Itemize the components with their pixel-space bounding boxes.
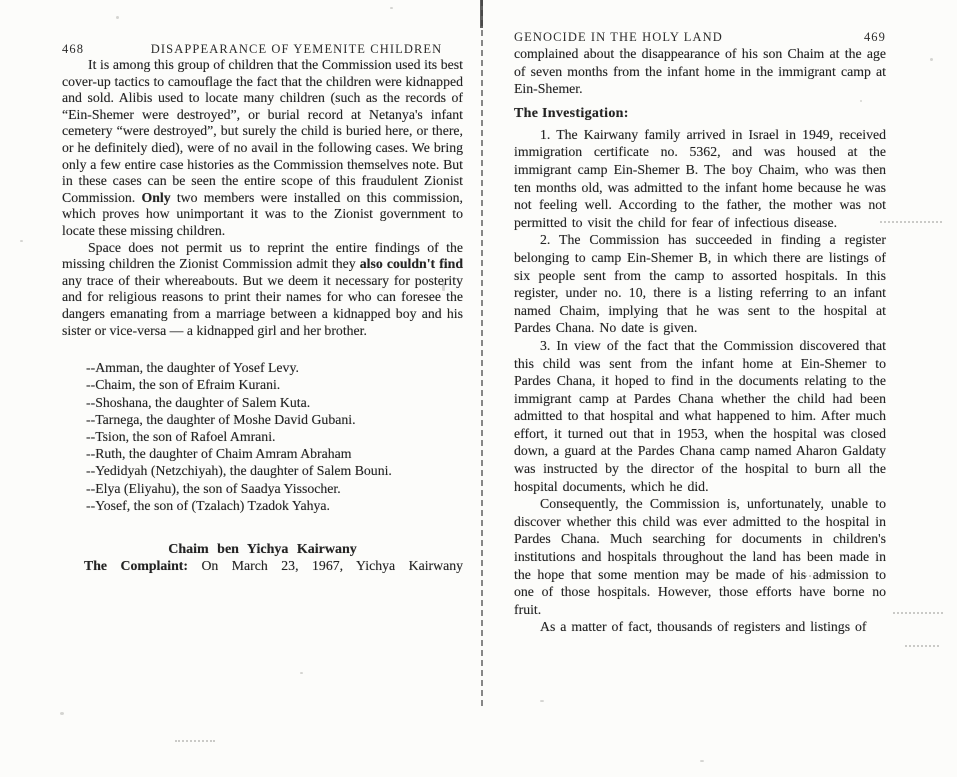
paragraph-registers: As a matter of fact, thousands of registers and listings of bbox=[540, 619, 867, 635]
right-page-header bbox=[514, 30, 886, 45]
scan-speckle bbox=[700, 760, 704, 762]
scan-speckle bbox=[860, 100, 862, 102]
name-list-item: --Tsion, the son of Rafoel Amrani. bbox=[86, 428, 276, 444]
paragraph-coverup-tactics bbox=[62, 57, 463, 240]
scan-artifact-dashes bbox=[905, 645, 939, 647]
text-segment: any trace of their whereabouts. But we deem it necessary for posterity and for religious reasons to print their names for who can foresee the dangers emanating from a marriage between a kidnapped boy and his sister or vice-versa — a kidnapped girl and her brother. bbox=[62, 272, 463, 338]
case-heading: Chaim ben Yichya Kairwany bbox=[168, 541, 357, 557]
paragraph-complaint-continuation: complained about the disappearance of his son Chaim at the age of seven months from the infant home in the immigrant camp at Ein-Shemer. bbox=[514, 46, 886, 97]
paragraph-investigation-3: 3. In view of the fact that the Commission discovered that this child was sent from the infant home at Ein-Shemer to Pardes Chana, it hoped to find in the documents relating to the immigrant camp at Pardes Chana whether the child had been admitted to that hospital and what happened to him. After much effort, it turned out that in 1953, when the hospital was closed down, a guard at the Pardes Chana camp named Aharon Galdaty was instructed by the director of the hospital to burn all the hospital documents, which he did. bbox=[514, 337, 886, 494]
page-fold-line-top bbox=[480, 0, 483, 28]
missing-children-name-list bbox=[62, 359, 463, 514]
bold-segment: Only bbox=[141, 189, 171, 205]
bold-segment: also couldn't find bbox=[359, 256, 463, 272]
name-list-item: --Ruth, the daughter of Chaim Amram Abraham bbox=[86, 446, 352, 462]
paragraph-investigation-2: 2. The Commission has succeeded in finding a register belonging to camp Ein-Shemer B, in which there are listings of six people sent from the camp to assorted hospitals. In this register, under no. 10, there is a listing referring to an infant named Chaim, implying that he was sent to the hospital at Pardes Chana. No date is given. bbox=[514, 232, 886, 336]
paragraph-consequently: Consequently, the Commission is, unfortunately, unable to discover whether this child was ever admitted to the hospital in Pardes Chana. Much searching for documents in children's institutions and hospitals throughout the land has been made in the hope that some mention may be made of his admission to one of those hospitals. However, those efforts have borne no fruit. bbox=[514, 496, 886, 617]
scan-speckle bbox=[20, 240, 23, 242]
left-running-title: DISAPPEARANCE OF YEMENITE CHILDREN bbox=[150, 42, 443, 56]
text-segment: It is among this group of children that the Commission used its best cover-up tactics to camouflage the fact that the children were kidnapped and sold. Alibis used to locate many children (such as the records of “Ein-Shemer were destroyed”, or burial record at Netanya's infant cemetery “were destroyed”, but surely the child is buried here, or there, or he definitely died), were of no avail in the following cases. We bring only a few entire case histories as the Commission themselves note. But in these cases can be seen the entire scope of this fraudulent Zionist Commission. bbox=[62, 57, 463, 205]
text-segment: two members were installed on this commission, which proves how unimportant it was to the Zionist government to locate these missing children. bbox=[62, 189, 463, 238]
scan-artifact-dashes bbox=[790, 575, 834, 577]
scan-speckle bbox=[300, 672, 303, 674]
right-running-title: GENOCIDE IN THE HOLY LAND bbox=[514, 30, 723, 44]
name-list-item: --Tarnega, the daughter of Moshe David Gubani. bbox=[86, 411, 356, 427]
investigation-subheading: The Investigation: bbox=[514, 105, 629, 121]
scan-artifact-dashes bbox=[880, 221, 942, 223]
text-segment: Space does not permit us to reprint the entire findings of the missing children the Zionist Commission admit they bbox=[62, 239, 463, 272]
name-list-item: --Shoshana, the daughter of Salem Kuta. bbox=[86, 394, 311, 410]
name-list-item: --Yedidyah (Netzchiyah), the daughter of Salem Bouni. bbox=[86, 463, 392, 479]
paragraph-names-rationale bbox=[62, 240, 463, 340]
page-fold-line bbox=[481, 0, 483, 706]
right-page-number: 469 bbox=[863, 30, 886, 44]
paragraph-complaint bbox=[62, 558, 463, 575]
right-page bbox=[514, 30, 886, 636]
name-list-item: --Chaim, the son of Efraim Kurani. bbox=[86, 377, 281, 393]
scan-speckle bbox=[116, 16, 119, 19]
name-list-item: --Amman, the daughter of Yosef Levy. bbox=[86, 360, 299, 376]
scan-speckle bbox=[930, 58, 933, 61]
name-list-item: --Yosef, the son of (Tzalach) Tzadok Yahya. bbox=[86, 497, 330, 513]
left-page-header bbox=[62, 42, 463, 57]
complaint-text: On March 23, 1967, Yichya Kairwany bbox=[187, 557, 464, 573]
scan-speckle bbox=[390, 7, 393, 9]
left-page-number: 468 bbox=[62, 42, 85, 56]
scan-artifact-dashes bbox=[175, 740, 215, 742]
paragraph-investigation-1: 1. The Kairwany family arrived in Israel in 1949, received immigration certificate no. 5362, and was housed at the immigrant camp Ein-Shemer B. The boy Chaim, who was then ten months old, was admitted to the infant home because he was not feeling well. According to the father, the mother was not permitted to visit the child for fear of infectious disease. bbox=[514, 126, 886, 230]
scan-speckle bbox=[442, 282, 445, 291]
scan-speckle bbox=[60, 712, 64, 715]
left-page bbox=[62, 42, 463, 575]
name-list-item: --Elya (Eliyahu), the son of Saadya Yissocher. bbox=[86, 480, 341, 496]
complaint-label: The Complaint: bbox=[84, 557, 188, 573]
scan-artifact-dashes bbox=[893, 612, 943, 614]
scan-speckle bbox=[540, 700, 544, 702]
